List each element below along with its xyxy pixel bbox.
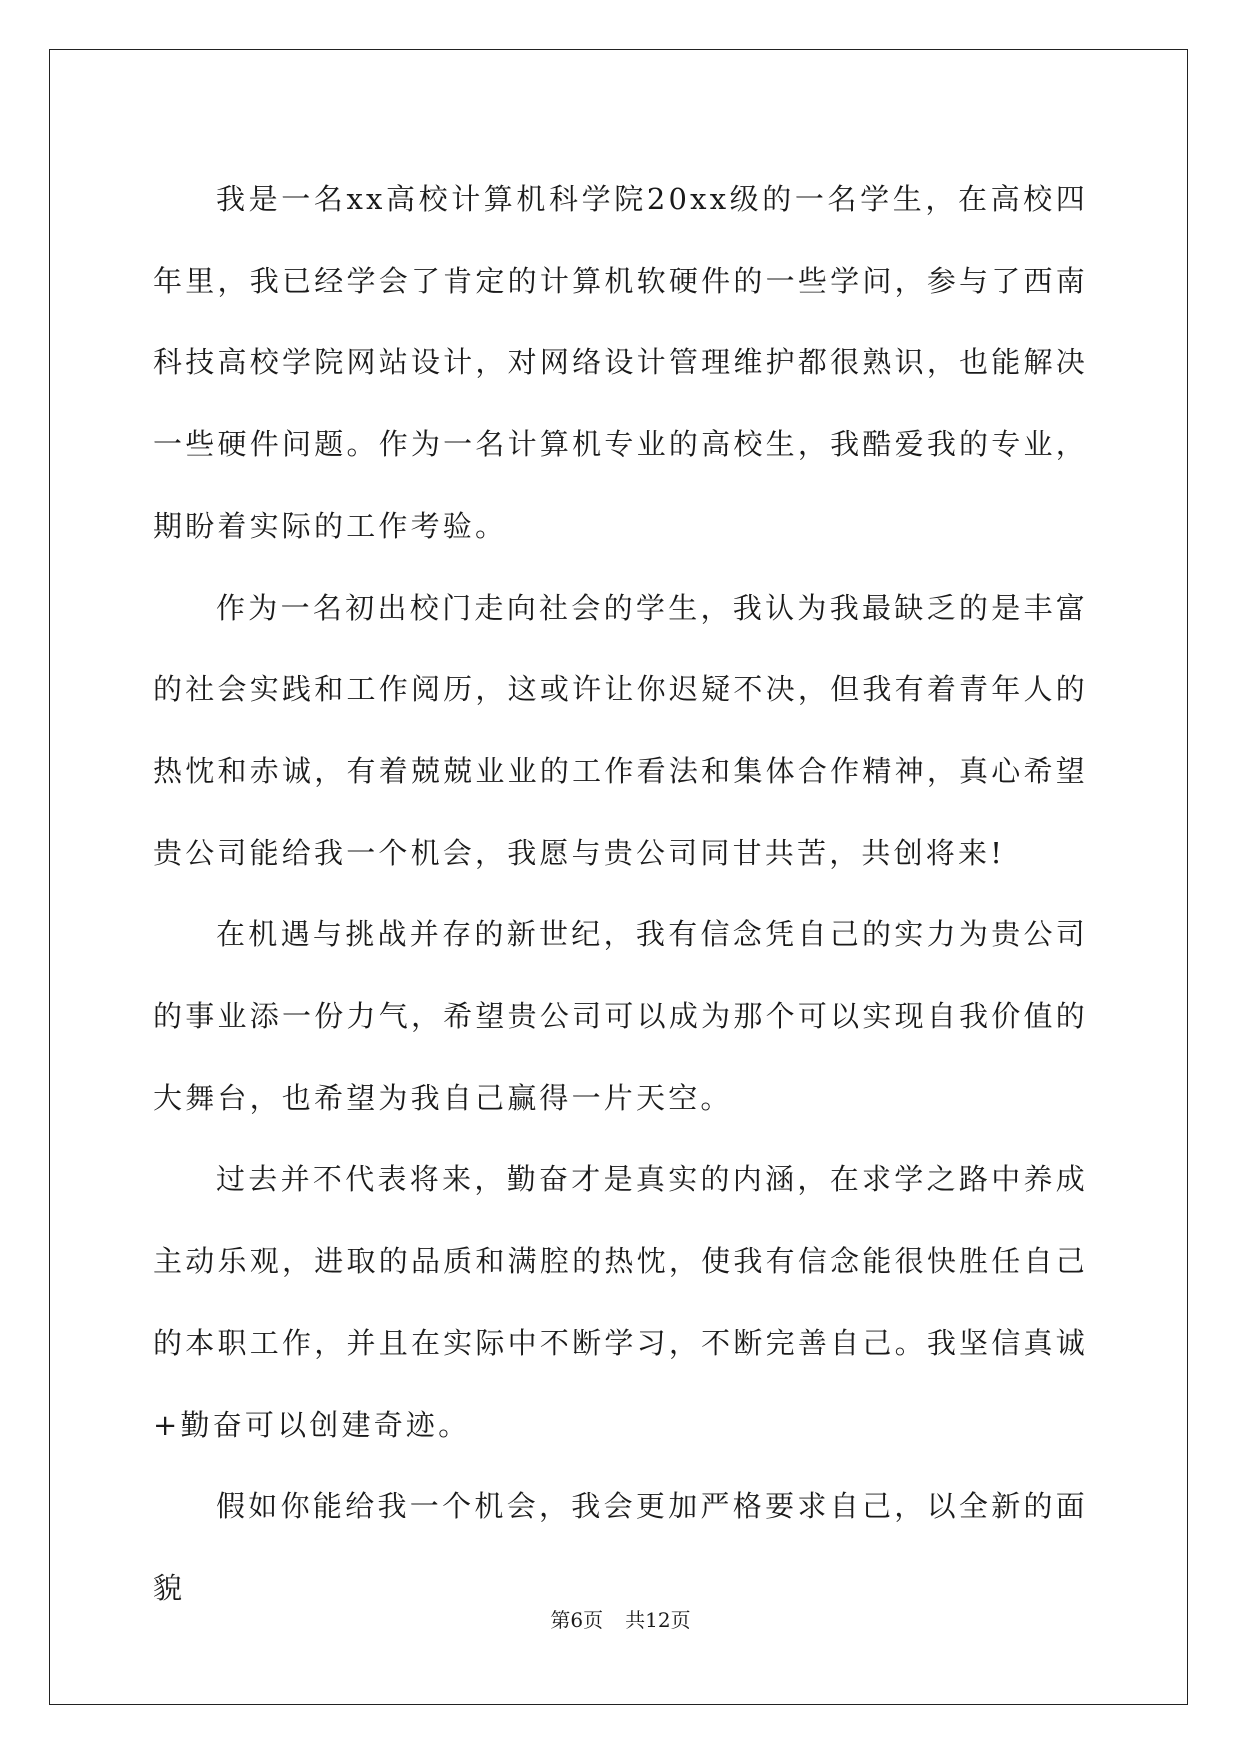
page-total: 共12页 — [625, 1608, 691, 1632]
paragraph-1: 我是一名xx高校计算机科学院20xx级的一名学生，在高校四年里，我已经学会了肯定的计算机软硬件的一些学问，参与了西南科技高校学院网站设计，对网络设计管理维护都很熟识，也能解决一些硬件问题。作为一名计算机专业的高校生，我酷爱我的专业，期盼着实际的工作考验。 — [153, 182, 1088, 543]
paragraph-2: 作为一名初出校门走向社会的学生，我认为我最缺乏的是丰富的社会实践和工作阅历，这或许让你迟疑不决，但我有着青年人的热忱和赤诚，有着兢兢业业的工作看法和集体合作精神，真心希望贵公司能给我一个机会，我愿与贵公司同甘共苦，共创将来! — [153, 590, 1088, 870]
paragraph-4: 过去并不代表将来，勤奋才是真实的内涵，在求学之路中养成主动乐观，进取的品质和满腔的热忱，使我有信念能很快胜任自己的本职工作，并且在实际中不断学习，不断完善自己。我坚信真诚+勤奋可以创建奇迹。 — [153, 1162, 1088, 1442]
paragraph-5: 假如你能给我一个机会，我会更加严格要求自己，以全新的面貌 — [153, 1489, 1088, 1605]
page-footer — [0, 1604, 1241, 1633]
paragraph-3: 在机遇与挑战并存的新世纪，我有信念凭自己的实力为贵公司的事业添一份力气，希望贵公司可以成为那个可以实现自我价值的大舞台，也希望为我自己赢得一片天空。 — [153, 917, 1088, 1115]
document-body — [153, 159, 1088, 1630]
page-number: 第6页 — [550, 1608, 604, 1632]
